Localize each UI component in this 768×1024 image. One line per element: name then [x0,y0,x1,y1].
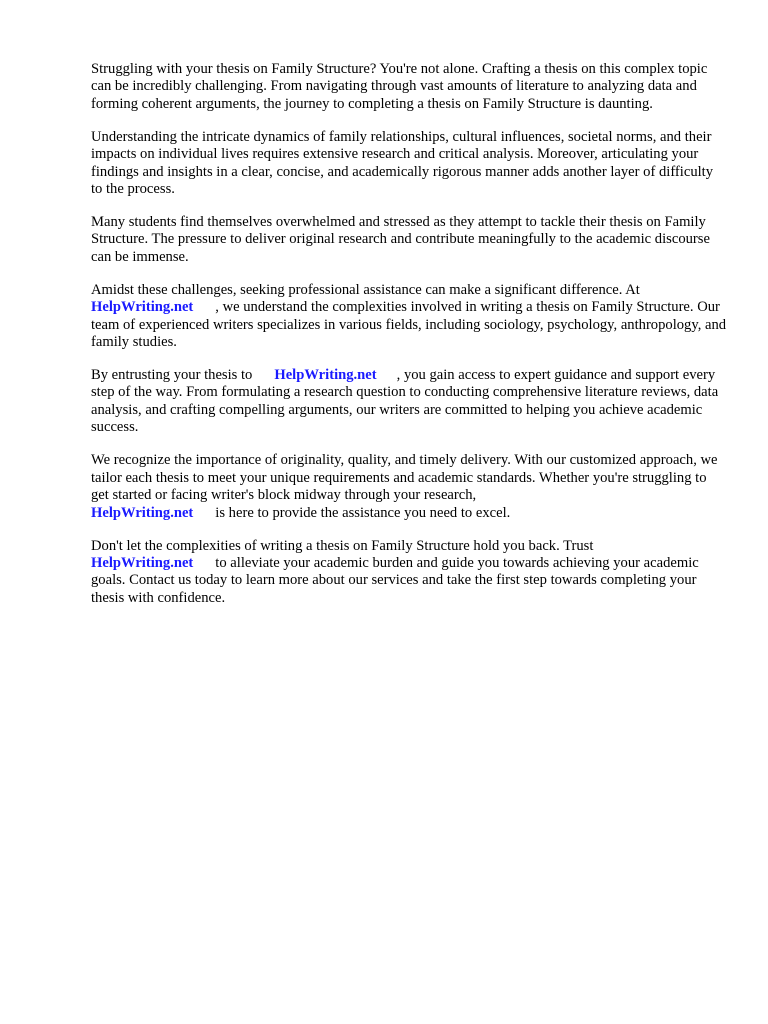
paragraph-pressure [91,214,727,266]
paragraph-pressure-text: Many students find themselves overwhelmed and stressed as they attempt to tackle their thesis on Family Structure. The pressure to deliver original research and contribute meaningfully to the academic discourse can be immense. [91,214,710,265]
paragraph-entrusting-text-end: , you gain access to expert guidance and support every step of the way. From formulating a research question to conducting comprehensive literature reviews, data analysis, and crafting compelling arguments, our writers are committed to helping you achieve academic success. [91,367,719,436]
helpwriting-link-1[interactable]: HelpWriting.net [91,299,194,316]
helpwriting-link-2[interactable]: HelpWriting.net [274,367,377,384]
paragraph-dynamics [91,129,727,199]
paragraph-assistance [91,282,727,352]
paragraph-assistance-text-end: , we understand the complexities involved in writing a thesis on Family Structure. Our team of experienced writers specializes in various fields, including sociology, psychology, anthropology, and family studies. [91,299,727,351]
paragraph-closing-text-start: Don't let the complexities of writing a thesis on Family Structure hold you back. Trust [91,537,594,554]
paragraph-closing-text-end: to alleviate your academic burden and guide you towards achieving your academic goals. Contact us today to learn more about our services and take the first step towards completing your thesis with confidence. [91,554,699,606]
paragraph-entrusting-text-start: By entrusting your thesis to [91,367,253,384]
paragraph-closing [91,538,727,608]
paragraph-dynamics-text: Understanding the intricate dynamics of family relationships, cultural influences, societal norms, and their impacts on individual lives requires extensive research and critical analysis. Moreover, articulating your findings and insights in a clear, concise, and academically rigorous manner adds another layer of difficulty to the process. [91,128,714,198]
document-body [91,61,727,623]
paragraph-intro-text: Struggling with your thesis on Family Structure? You're not alone. Crafting a thesis on this complex topic can be incredibly challenging. From navigating through vast amounts of literature to analyzing data and forming coherent arguments, the journey to completing a thesis on Family Structure is daunting. [91,61,708,112]
paragraph-originality-text-end: is here to provide the assistance you need to excel. [215,504,511,521]
paragraph-originality-text-start: We recognize the importance of originality, quality, and timely delivery. With our customized approach, we tailor each thesis to meet your unique requirements and academic standards. Whether you're struggling to get started or facing writer's block midway through your research, [91,452,718,504]
helpwriting-link-3[interactable]: HelpWriting.net [91,504,194,521]
paragraph-assistance-text-start: Amidst these challenges, seeking professional assistance can make a significant difference. At [91,281,640,298]
paragraph-intro [91,61,727,113]
paragraph-originality [91,452,727,522]
helpwriting-link-4[interactable]: HelpWriting.net [91,554,194,571]
paragraph-entrusting [91,367,727,437]
